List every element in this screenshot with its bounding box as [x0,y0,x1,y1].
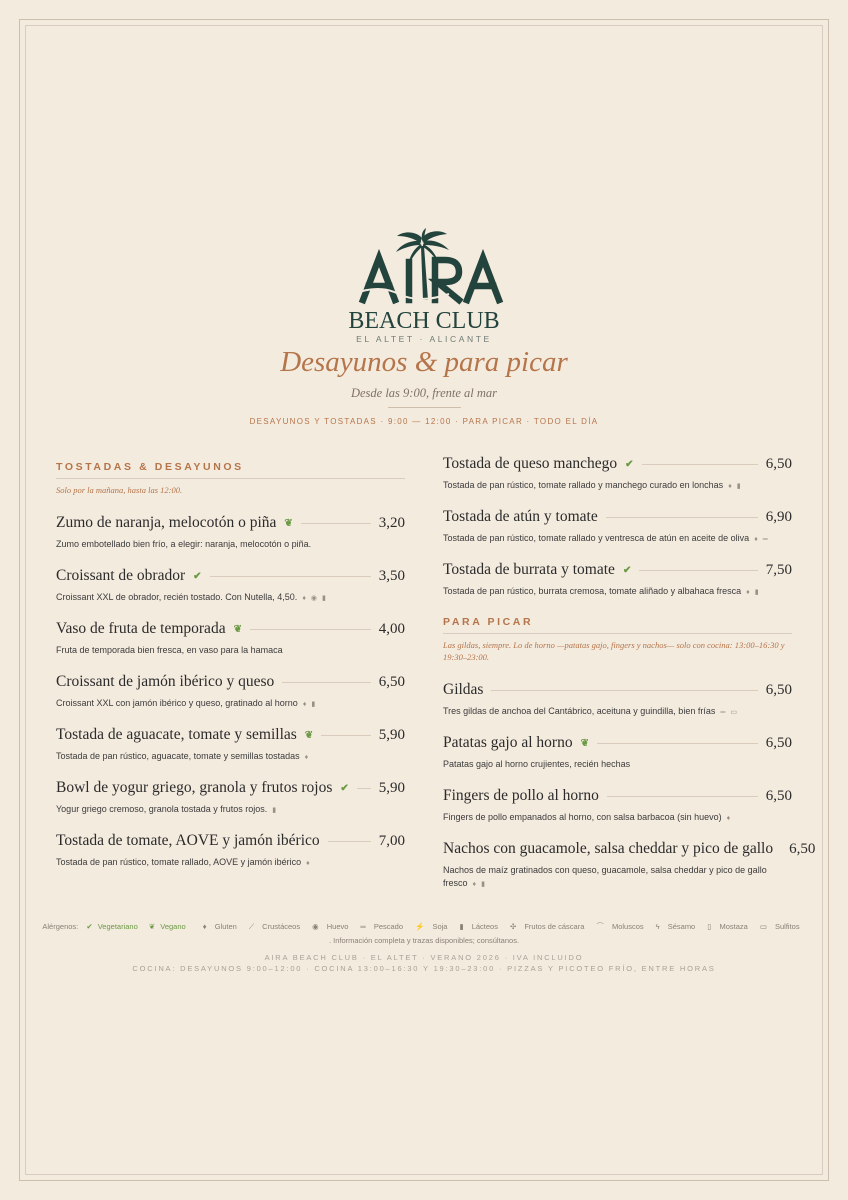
menu-item [56,673,405,711]
menu-item-price: 7,50 [765,561,792,578]
menu-item-name: Tostada de atún y tomate [443,508,598,525]
price-leader [301,523,371,524]
vegetarian-icon: ✔ [193,570,202,582]
allergen-gluten-icon: ♦ [472,881,477,888]
menu-item [443,681,792,719]
vegetarian-icon: ✔ [625,458,634,470]
menu-item-description: Tostada de pan rústico, tomate rallado y manchego curado en lonchas ♦ ▮ [443,479,792,493]
price-leader [328,841,371,842]
menu-item-price: 6,50 [765,681,792,698]
logo-beach-club: BEACH CLUB [348,308,500,334]
menu-item [443,840,816,891]
legend-item: ϟ Sésamo [655,922,696,931]
menu-item-price: 7,00 [378,832,405,849]
menu-item-price: 5,90 [378,726,405,743]
legend-item: ⌒ Moluscos [596,922,644,931]
menu-item-description: Croissant XXL con jamón ibérico y queso, gratinado al horno ♦ ▮ [56,697,405,711]
allergen-crustáceos-icon: ⟋ [248,922,257,931]
menu-item-description: Croissant XXL de obrador, recién tostado. Con Nutella, 4,50. ♦ ◉ ▮ [56,591,405,605]
section-title-picar: PARA PICAR [443,616,534,628]
allergen-gluten-icon: ♦ [306,860,310,867]
menu-item-description: Tres gildas de anchoa del Cantábrico, aceituna y guindilla, bien frías ═ ▭ [443,705,792,719]
menu-item-price: 6,50 [765,787,792,804]
menu-item-name: Bowl de yogur griego, granola y frutos rojos [56,779,333,796]
section-title-tostadas: TOSTADAS & DESAYUNOS [56,461,244,473]
menu-item-price: 4,00 [378,620,405,637]
vegetarian-icon: ✔ [340,782,349,794]
price-leader [321,735,371,736]
allergen-huevo-icon: ◉ [312,922,321,931]
vegan-icon: ❦ [284,517,293,529]
section-note-picar: Las gildas, siempre. Lo de horno —patatas gajo, fingers y nachos— solo con cocina: 13:00–16:30 y 19:30–23:00. [443,640,785,662]
legend-item: ⚡ Soja [415,922,448,931]
menu-item-description: Fingers de pollo empanados al horno, con salsa barbacoa (sin huevo) ♦ [443,811,792,825]
menu-item-description: Tostada de pan rústico, tomate rallado y ventresca de atún en aceite de oliva ♦ ═ [443,532,792,546]
section-divider [443,633,792,634]
legend-item: ✣ Frutos de cáscara [509,922,585,931]
opening-hours: DESAYUNOS Y TOSTADAS · 9:00 — 12:00 · PARA PICAR · TODO EL DÍA [249,417,599,426]
menu-item-price: 3,20 [378,514,405,531]
allergen-lácteos-icon: ▮ [459,922,466,931]
menu-item-description: Fruta de temporada bien fresca, en vaso para la hamaca [56,645,283,655]
allergen-gluten-icon: ♦ [302,595,306,602]
aira-beach-club-logo [0,228,848,346]
menu-item-price: 6,50 [765,734,792,751]
allergen-gluten-icon: ♦ [754,536,758,543]
allergen-lácteos-icon: ▮ [322,595,326,602]
menu-item-price: 6,90 [765,508,792,525]
allergen-pescado-icon: ═ [720,709,726,716]
menu-item [56,832,405,870]
menu-item [443,787,792,825]
allergen-sulfitos-icon: ▭ [759,922,769,931]
menu-item-description: Tostada de pan rústico, burrata cremosa, tomate aliñado y albahaca fresca ♦ ▮ [443,585,792,599]
allergen-gluten-icon: ♦ [726,815,731,822]
allergen-gluten-icon: ♦ [202,922,209,931]
legend-item: ═ Pescado [360,922,404,931]
allergen-lácteos-icon: ▮ [481,881,485,888]
menu-item-name: Croissant de jamón ibérico y queso [56,673,275,690]
menu-item-price: 6,50 [789,840,816,857]
menu-item-description: Patatas gajo al horno crujientes, recién hechas [443,759,631,769]
allergen-lácteos-icon: ▮ [754,589,759,596]
menu-item-name: Tostada de queso manchego [443,455,618,472]
menu-item [443,508,792,546]
menu-item-price: 5,90 [378,779,405,796]
legend-item: ▯ Mostaza [707,922,748,931]
menu-item [56,514,405,551]
price-leader [607,796,758,797]
allergen-sulfitos-icon: ▭ [730,709,737,716]
price-leader [606,517,758,518]
section-divider [56,478,405,479]
menu-item-name: Vaso de fruta de temporada [56,620,226,637]
legend-item: ♦ Gluten [202,922,237,931]
legend-item: ▭ Sulfitos [759,922,800,931]
allergen-pescado-icon: ═ [762,536,768,543]
allergen-gluten-icon: ♦ [302,701,307,708]
allergen-legend [0,921,848,932]
footer-line-2: COCINA: DESAYUNOS 9:00–12:00 · COCINA 13:00–16:30 Y 19:30–23:00 · PIZZAS Y PICOTEO FRÍO, ENTRE HORAS [132,964,716,973]
allergen-lácteos-icon: ▮ [311,701,316,708]
logo-location: EL ALTET · ALICANTE [356,334,492,344]
vegetarian-icon: ✔ [622,564,632,576]
price-leader [491,690,757,691]
menu-item [56,726,405,764]
vegan-legend: ❦ Vegano [148,922,186,931]
allergen-huevo-icon: ◉ [310,595,317,602]
menu-item [443,561,792,599]
allergen-lácteos-icon: ▮ [272,807,277,814]
menu-item [443,734,792,771]
allergen-moluscos-icon: ⌒ [596,922,606,931]
menu-item-price: 3,50 [378,567,405,584]
allergen-info: . Información completa y trazas disponibles; consúltanos. [328,936,520,945]
menu-item [56,567,405,605]
menu-item-description: Tostada de pan rústico, aguacate, tomate y semillas tostadas ♦ [56,750,405,764]
price-leader [250,629,371,630]
allergen-mostaza-icon: ▯ [707,922,714,931]
price-leader [210,576,371,577]
allergen-lácteos-icon: ▮ [736,483,741,490]
vegan-icon: ❦ [233,623,242,635]
menu-item-price: 6,50 [378,673,405,690]
menu-item-name: Tostada de tomate, AOVE y jamón ibérico [56,832,320,849]
vegan-icon: ❦ [304,729,314,741]
price-leader [357,788,371,789]
page-title: Desayunos & para picar [280,346,568,378]
menu-item-name: Nachos con guacamole, salsa cheddar y pico de gallo [443,840,774,857]
price-leader [597,743,758,744]
price-leader [642,464,758,465]
vegetarian-legend: ✔ Vegetariano [86,922,138,931]
menu-item-name: Tostada de aguacate, tomate y semillas [56,726,297,743]
menu-item [443,455,792,493]
menu-item-description: Nachos de maíz gratinados con queso, guacamole, salsa cheddar y pico de gallo fresco ♦ ▮ [443,864,792,891]
legend-item: ◉ Huevo [312,922,349,931]
section-note-tostadas: Solo por la mañana, hasta las 12:00. [56,485,183,495]
menu-item-name: Fingers de pollo al horno [443,787,599,804]
allergen-frutos-de-cáscara-icon: ✣ [509,922,519,931]
menu-item [56,620,405,657]
legend-label: Alérgenos: [42,922,79,931]
legend-item: ▮ Lácteos [459,922,498,931]
allergen-gluten-icon: ♦ [746,589,750,596]
allergen-gluten-icon: ♦ [304,754,309,761]
price-leader [282,682,371,683]
menu-item-description: Zumo embotellado bien frío, a elegir: naranja, melocotón o piña. [56,539,312,549]
allergen-pescado-icon: ═ [360,922,368,931]
divider [388,407,461,408]
allergen-gluten-icon: ♦ [728,483,732,490]
allergen-soja-icon: ⚡ [415,922,427,931]
price-leader [639,570,757,571]
menu-item-description: Yogur griego cremoso, granola tostada y frutos rojos. ▮ [56,803,405,817]
page-subtitle: Desde las 9:00, frente al mar [350,386,498,400]
menu-item-name: Patatas gajo al horno [443,734,573,751]
menu-item-name: Tostada de burrata y tomate [443,561,615,578]
allergen-sésamo-icon: ϟ [655,922,662,931]
menu-item-name: Croissant de obrador [56,567,186,584]
footer-line-1: AIRA BEACH CLUB · EL ALTET · VERANO 2026 · IVA INCLUIDO [264,953,584,962]
menu-item [56,779,405,817]
legend-item: ⟋ Crustáceos [248,922,301,931]
menu-item-description: Tostada de pan rústico, tomate rallado, AOVE y jamón ibérico ♦ [56,856,405,870]
menu-item-name: Gildas [443,681,484,698]
menu-item-name: Zumo de naranja, melocotón o piña [56,514,277,531]
menu-item-price: 6,50 [765,455,792,472]
vegan-icon: ❦ [580,737,589,749]
